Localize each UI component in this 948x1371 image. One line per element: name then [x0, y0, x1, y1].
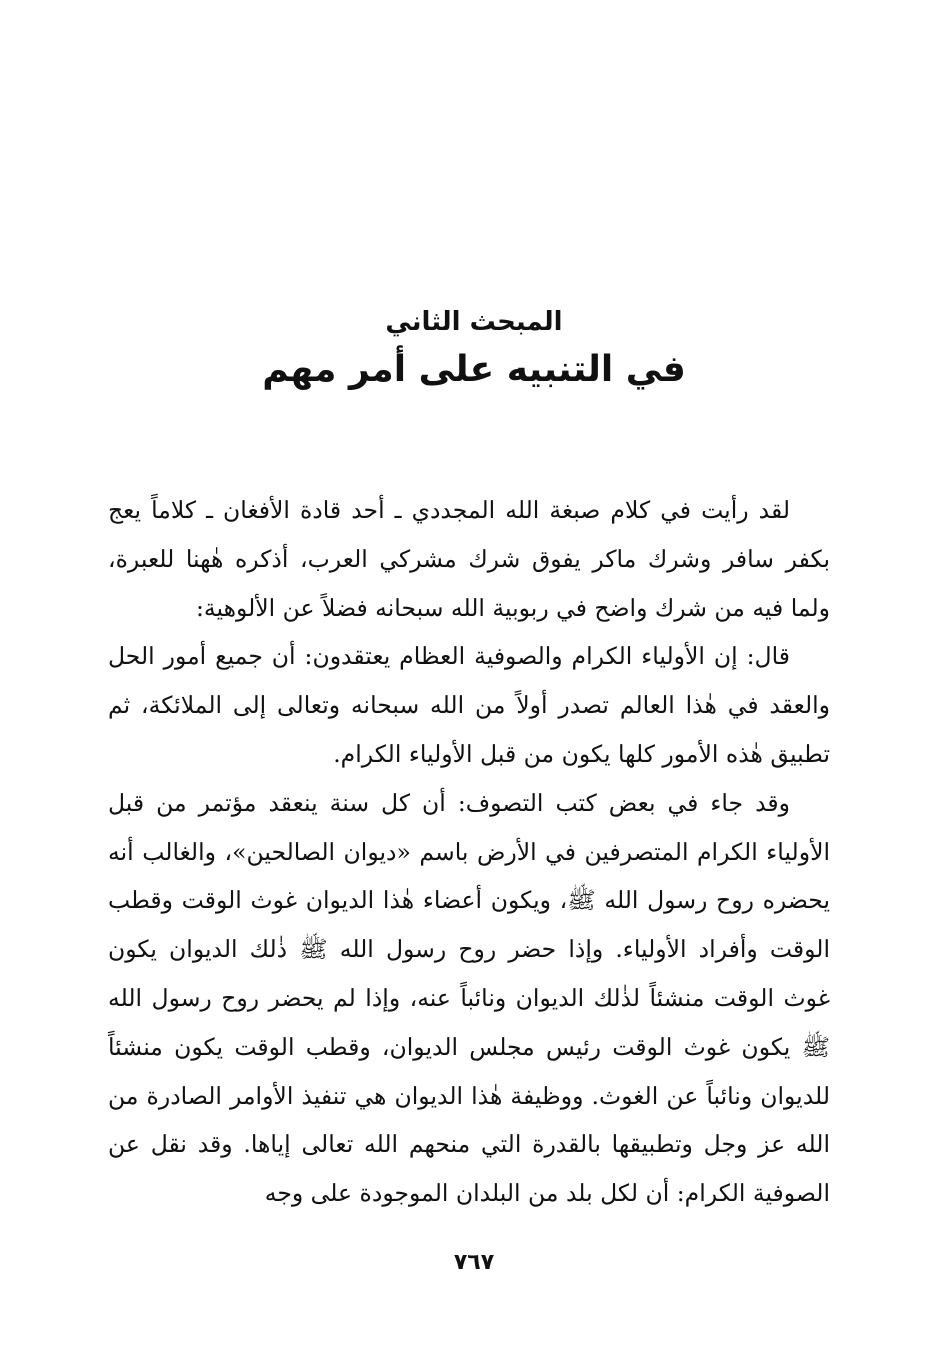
paragraph-2: قال: إن الأولياء الكرام والصوفية العظام يعتقدون: أن جميع أمور الحل والعقد في هٰذا العالم تصدر أولاً من الله سبحانه وتعالى إلى الملائكة، ثم تطبيق هٰذه الأمور كلها يكون من قبل الأولياء الكرام. [108, 642, 830, 768]
paragraph-3: وقد جاء في بعض كتب التصوف: أن كل سنة ينعقد مؤتمر من قبل الأولياء الكرام المتصرفين في الأرض باسم «ديوان الصالحين»، والغالب أنه يحضره روح رسول الله ﷺ، ويكون أعضاء هٰذا الديوان غوث الوقت وقطب الوقت وأفراد الأولياء. وإذا حضر روح رسول الله ﷺ ذٰلك الديوان يكون غوث الوقت منشئاً لذٰلك الديوان ونائباً عنه، وإذا لم يحضر روح رسول الله ﷺ يكون غوث الوقت رئيس مجلس الديوان، وقطب الوقت يكون منشئاً للديوان ونائباً عن الغوث. ووظيفة هٰذا الديوان هي تنفيذ الأوامر الصادرة من الله عز وجل وتطبيقها بالقدرة التي منحهم الله تعالى إياها. وقد نقل عن الصوفية الكرام: أن لكل بلد من البلدان الموجودة على وجه [108, 788, 830, 1208]
section-heading [0, 300, 948, 396]
body-text [108, 486, 830, 1218]
page-number: ٧٦٧ [453, 1250, 495, 1275]
chapter-title: المبحث الثاني [385, 307, 563, 337]
paragraph-1: لقد رأيت في كلام صبغة الله المجددي ـ أحد قادة الأفغان ـ كلاماً يعج بكفر سافر وشرك ماكر يفوق شرك مشركي العرب، أذكره هٰهنا للعبرة، ولما فيه من شرك واضح في ربوبية الله سبحانه فضلاً عن الألوهية: [108, 496, 830, 622]
chapter-subtitle: في التنبيه على أمر مهم [262, 349, 686, 390]
